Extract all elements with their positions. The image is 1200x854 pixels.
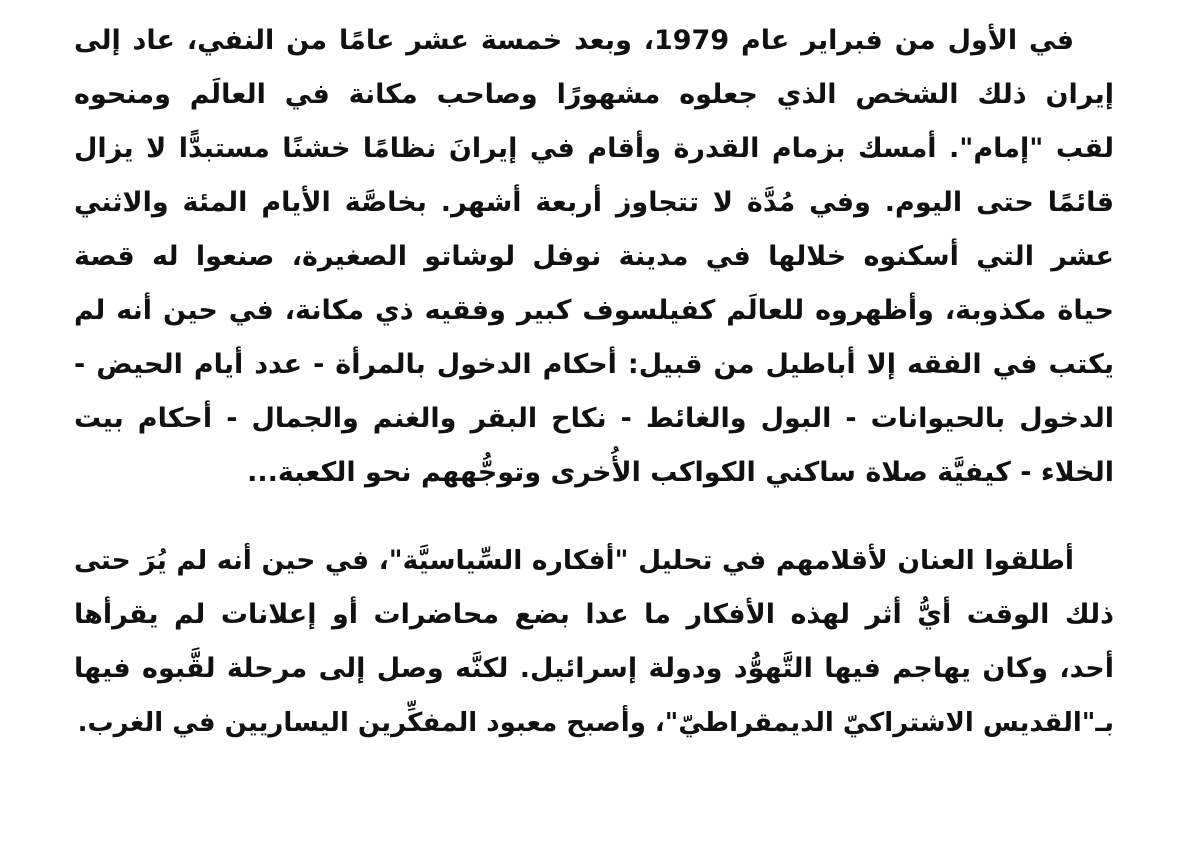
text-line: يكتب في الفقه إلا أباطيل من قبيل: أحكام الدخول بالمرأة - عدد أيام الحيض - bbox=[74, 349, 1114, 380]
text-line: أحد، وكان يهاجم فيها التَّهوُّد ودولة إسرائيل. لكنَّه وصل إلى مرحلة لقَّبوه فيها bbox=[74, 653, 1114, 684]
text-line: الخلاء - كيفيَّة صلاة ساكني الكواكب الأُخرى وتوجُّههم نحو الكعبة... bbox=[247, 457, 1114, 488]
paragraph-spacer bbox=[74, 500, 1114, 534]
text-line: أطلقوا العنان لأقلامهم في تحليل "أفكاره السِّياسيَّة"، في حين أنه لم يُرَ حتى bbox=[74, 545, 1074, 576]
text-line: لقب "إمام". أمسك بزمام القدرة وأقام في إيرانَ نظامًا خشنًا مستبدًّا لا يزال bbox=[74, 133, 1114, 164]
document-page bbox=[74, 14, 1114, 844]
text-line: بـ"القديس الاشتراكيّ الديمقراطيّ"، وأصبح معبود المفكِّرين اليساريين في الغرب. bbox=[77, 708, 1114, 738]
text-line: الدخول بالحيوانات - البول والغائط - نكاح البقر والغنم والجمال - أحكام بيت bbox=[74, 403, 1114, 434]
text-line: إيران ذلك الشخص الذي جعلوه مشهورًا وصاحب مكانة في العالَم ومنحوه bbox=[74, 79, 1114, 110]
text-line: حياة مكذوبة، وأظهروه للعالَم كفيلسوف كبير وفقيه ذي مكانة، في حين أنه لم bbox=[74, 295, 1114, 326]
text-line: ذلك الوقت أيُّ أثر لهذه الأفكار ما عدا بضع محاضرات أو إعلانات لم يقرأها bbox=[74, 599, 1114, 630]
text-line: قائمًا حتى اليوم. وفي مُدَّة لا تتجاوز أربعة أشهر. بخاصَّة الأيام المئة والاثني bbox=[74, 187, 1114, 218]
paragraph-2 bbox=[74, 534, 1114, 750]
text-line: عشر التي أسكنوه خلالها في مدينة نوفل لوشاتو الصغيرة، صنعوا له قصة bbox=[74, 241, 1114, 272]
paragraph-1 bbox=[74, 14, 1114, 500]
text-line: في الأول من فبراير عام 1979، وبعد خمسة عشر عامًا من النفي، عاد إلى bbox=[74, 25, 1074, 56]
